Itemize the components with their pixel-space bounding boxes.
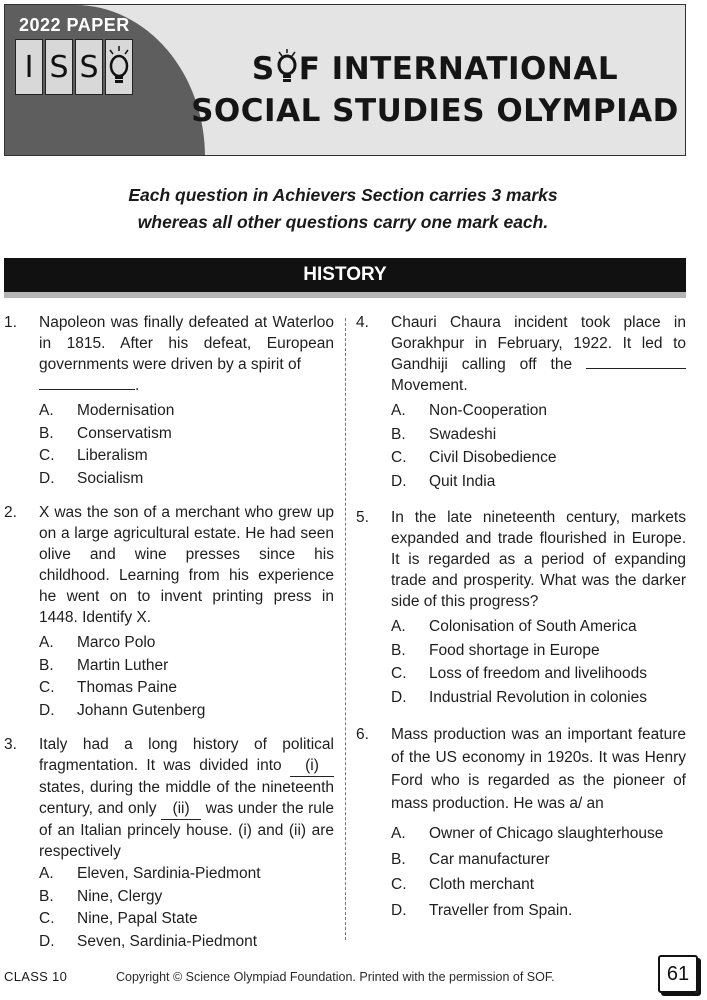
option-b bbox=[391, 423, 686, 447]
option-text: Traveller from Spain. bbox=[429, 901, 573, 919]
option-letter: A. bbox=[39, 402, 54, 419]
option-text: Non-Cooperation bbox=[429, 402, 548, 419]
question-6 bbox=[356, 723, 686, 923]
option-text: Food shortage in Europe bbox=[429, 641, 600, 659]
left-column bbox=[4, 312, 334, 953]
option-b bbox=[391, 639, 686, 663]
logo-letter-i: I bbox=[15, 39, 43, 95]
option-text: Johann Gutenberg bbox=[77, 701, 206, 719]
option-d bbox=[391, 686, 686, 710]
option-letter: B. bbox=[391, 425, 406, 443]
option-b bbox=[391, 847, 686, 873]
option-a bbox=[39, 632, 334, 655]
option-a bbox=[391, 399, 686, 423]
option-letter: A. bbox=[39, 865, 54, 882]
option-c bbox=[391, 662, 686, 686]
option-b bbox=[39, 423, 334, 446]
question-stem-middle: states, during the middle of the nineteenth century, and only bbox=[39, 779, 334, 817]
option-text: Nine, Clergy bbox=[77, 887, 163, 905]
option-text: Eleven, Sardinia-Piedmont bbox=[77, 865, 261, 882]
section-bar-shadow bbox=[4, 292, 686, 298]
option-text: Modernisation bbox=[77, 402, 175, 419]
option-letter: C. bbox=[39, 679, 55, 696]
option-text: Owner of Chicago slaughterhouse bbox=[429, 825, 664, 842]
option-a bbox=[39, 400, 334, 423]
marks-note-line-2: whereas all other questions carry one mark each. bbox=[137, 212, 549, 232]
option-letter: D. bbox=[391, 688, 407, 706]
marks-note-line-1: Each question in Achievers Section carries 3 marks bbox=[128, 185, 558, 205]
question-stem-end: . bbox=[135, 377, 140, 394]
option-a bbox=[39, 863, 334, 886]
class-label: CLASS 10 bbox=[4, 969, 68, 984]
option-c bbox=[391, 446, 686, 470]
option-text: Car manufacturer bbox=[429, 850, 550, 868]
option-text: Civil Disobedience bbox=[429, 449, 557, 466]
option-letter: D. bbox=[39, 469, 55, 487]
option-text: Industrial Revolution in colonies bbox=[429, 688, 647, 706]
blank-ii: (ii) bbox=[161, 798, 201, 820]
question-text: Mass production was an important feature of the US economy in 1920s. It was Henry Ford who is regarded as the pioneer of mass production. He was a/ an bbox=[391, 726, 686, 812]
question-1 bbox=[4, 312, 334, 490]
option-letter: C. bbox=[39, 447, 55, 464]
title-line-1-end: F INTERNATIONAL bbox=[298, 51, 619, 87]
option-c bbox=[39, 445, 334, 468]
options-list bbox=[39, 632, 334, 722]
answer-blank bbox=[586, 354, 686, 369]
question-stem: Napoleon was finally defeated at Waterloo in 1815. After his defeat, European governments were driven by a spirit of bbox=[39, 314, 334, 373]
question-text: In the late nineteenth century, markets expanded and trade flourished in Europe. It is regarded as a period of expanding trade and prosperity. What was the darker side of this progress? bbox=[391, 509, 686, 610]
options-list bbox=[391, 615, 686, 709]
column-divider bbox=[345, 318, 346, 940]
question-stem: Chauri Chaura incident took place in Gorakhpur in February, 1922. It led to Gandhiji calling off the bbox=[391, 314, 686, 373]
answer-blank bbox=[39, 375, 135, 390]
options-list bbox=[391, 399, 686, 493]
logo-letter-s2: S bbox=[75, 39, 103, 95]
option-text: Thomas Paine bbox=[77, 679, 177, 696]
option-letter: C. bbox=[391, 449, 407, 466]
option-text: Colonisation of South America bbox=[429, 618, 637, 635]
option-text: Martin Luther bbox=[77, 656, 169, 674]
options-list bbox=[39, 863, 334, 953]
blank-i: (i) bbox=[290, 755, 334, 777]
options-list bbox=[39, 400, 334, 490]
option-letter: A. bbox=[39, 634, 54, 651]
option-text: Conservatism bbox=[77, 424, 172, 442]
options-list bbox=[391, 821, 686, 923]
option-text: Cloth merchant bbox=[429, 876, 535, 893]
question-text bbox=[39, 734, 334, 862]
option-c bbox=[39, 677, 334, 700]
question-number: 2. bbox=[4, 504, 17, 521]
option-letter: B. bbox=[391, 641, 406, 659]
copyright-notice: Copyright © Science Olympiad Foundation. Printed with the permission of SOF. bbox=[116, 970, 555, 984]
option-text: Socialism bbox=[77, 469, 144, 487]
option-letter: A. bbox=[391, 618, 406, 635]
question-2 bbox=[4, 502, 334, 722]
option-text: Liberalism bbox=[77, 447, 148, 464]
right-column bbox=[356, 312, 686, 923]
option-letter: A. bbox=[391, 402, 406, 419]
option-letter: B. bbox=[39, 887, 54, 905]
option-b bbox=[39, 886, 334, 909]
option-c bbox=[391, 872, 686, 898]
option-letter: C. bbox=[391, 876, 407, 893]
paper-year-label: 2022 PAPER bbox=[19, 15, 130, 35]
question-stem-end: was under the rule of an Italian princely house. (i) and (ii) are respectively bbox=[39, 800, 334, 860]
option-letter: D. bbox=[391, 901, 407, 919]
question-text bbox=[391, 312, 686, 396]
option-letter: C. bbox=[39, 910, 55, 927]
option-text: Nine, Papal State bbox=[77, 910, 198, 927]
option-letter: B. bbox=[391, 850, 406, 868]
option-d bbox=[391, 470, 686, 494]
question-stem-end: Movement. bbox=[391, 377, 468, 394]
option-text: Swadeshi bbox=[429, 425, 497, 443]
option-d bbox=[39, 468, 334, 491]
question-number: 4. bbox=[356, 314, 369, 331]
option-letter: A. bbox=[391, 825, 406, 842]
option-letter: C. bbox=[391, 665, 407, 682]
option-a bbox=[391, 821, 686, 847]
title-bulb-icon bbox=[276, 49, 298, 92]
marks-note bbox=[0, 182, 686, 236]
olympiad-title bbox=[185, 49, 685, 130]
question-number: 1. bbox=[4, 314, 17, 331]
option-text: Loss of freedom and livelihoods bbox=[429, 665, 647, 682]
option-d bbox=[391, 898, 686, 924]
question-5 bbox=[356, 507, 686, 709]
question-4 bbox=[356, 312, 686, 493]
section-title: HISTORY bbox=[4, 258, 686, 292]
option-b bbox=[39, 655, 334, 678]
question-stem: Italy had a long history of political fragmentation. It was divided into bbox=[39, 736, 334, 774]
header-banner bbox=[4, 4, 686, 156]
question-number: 5. bbox=[356, 509, 369, 526]
option-d bbox=[39, 700, 334, 723]
isso-logo bbox=[15, 39, 133, 95]
question-text bbox=[39, 312, 334, 396]
question-text: X was the son of a merchant who grew up on a large agricultural estate. He had seen olive and wine presses since his childhood. Learning from his experience he went on to invent printing press in 1448. Identify X. bbox=[39, 504, 334, 626]
title-line-1 bbox=[185, 49, 685, 92]
option-letter: D. bbox=[39, 932, 55, 950]
question-number: 6. bbox=[356, 726, 369, 743]
option-text: Seven, Sardinia-Piedmont bbox=[77, 932, 258, 950]
option-letter: B. bbox=[39, 424, 54, 442]
bulb-icon bbox=[105, 39, 133, 95]
question-number: 3. bbox=[4, 736, 17, 753]
option-text: Marco Polo bbox=[77, 634, 156, 651]
option-c bbox=[39, 908, 334, 931]
question-3 bbox=[4, 734, 334, 953]
title-line-2: SOCIAL STUDIES OLYMPIAD bbox=[191, 93, 679, 129]
title-line-1-start: S bbox=[251, 51, 275, 87]
option-letter: D. bbox=[391, 472, 407, 490]
option-letter: B. bbox=[39, 656, 54, 674]
option-a bbox=[391, 615, 686, 639]
page-number: 61 bbox=[658, 955, 698, 993]
option-d bbox=[39, 931, 334, 954]
option-letter: D. bbox=[39, 701, 55, 719]
logo-letter-s1: S bbox=[45, 39, 73, 95]
option-text: Quit India bbox=[429, 472, 496, 490]
